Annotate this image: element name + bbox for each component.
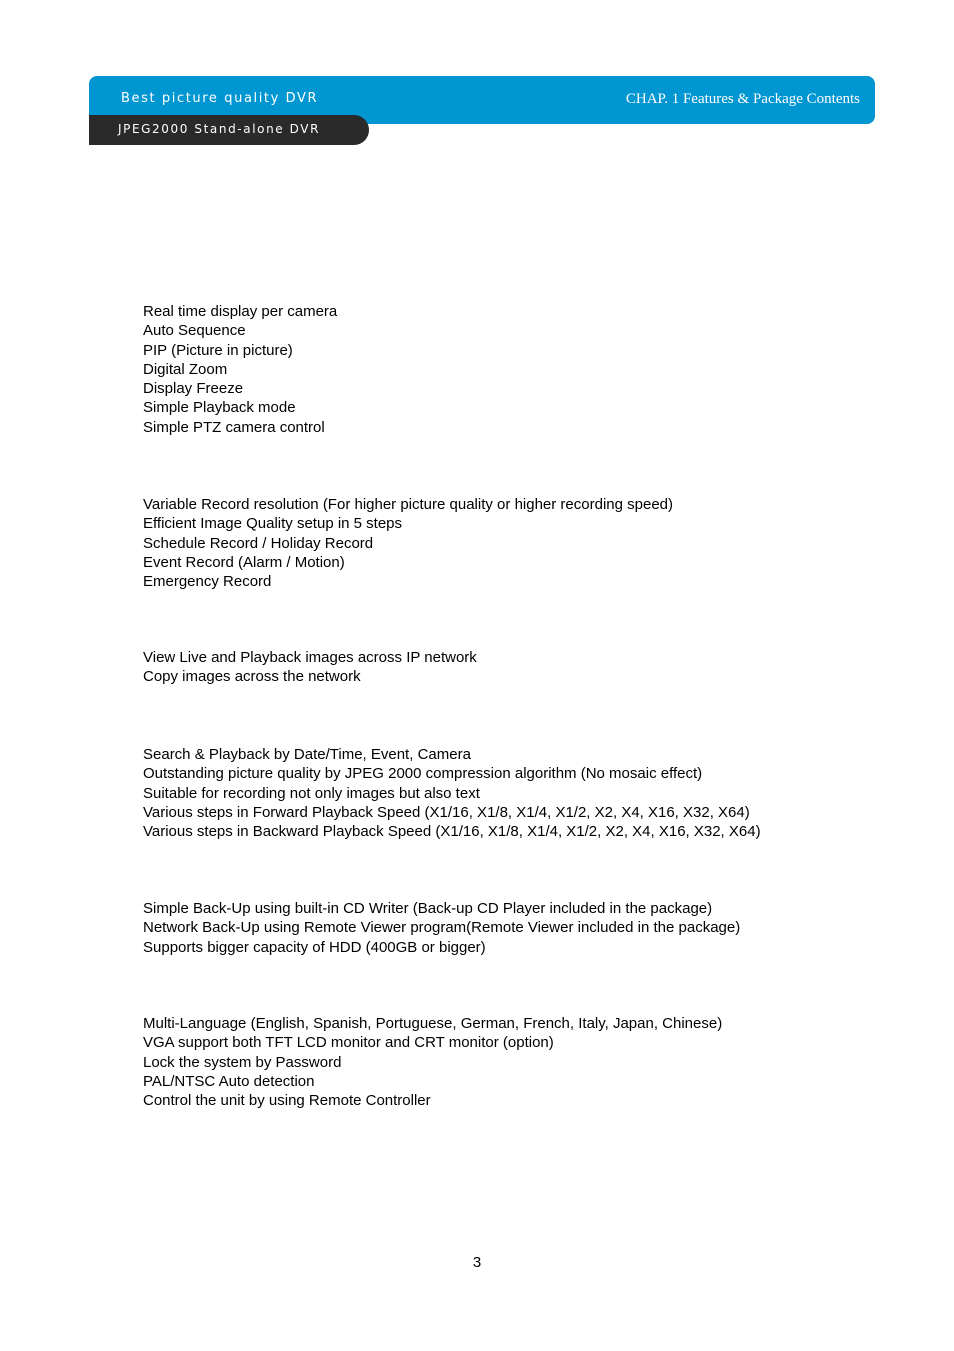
feature-item: Emergency Record — [143, 573, 272, 591]
feature-item: Copy images across the network — [143, 668, 361, 686]
feature-item: PIP (Picture in picture) — [143, 341, 293, 359]
page-number: 3 — [472, 1254, 482, 1271]
feature-item: Control the unit by using Remote Controller — [143, 1092, 431, 1110]
feature-item: Various steps in Forward Playback Speed (X1/16, X1/8, X1/4, X1/2, X2, X4, X16, X32, X64) — [143, 803, 750, 821]
feature-item: Efficient Image Quality setup in 5 steps — [143, 515, 403, 533]
brand-tagline: Best picture quality DVR — [121, 91, 319, 106]
feature-item: Network Back-Up using Remote Viewer program(Remote Viewer included in the package) — [143, 919, 741, 937]
feature-item: Simple PTZ camera control — [143, 418, 325, 436]
feature-item: Auto Sequence — [143, 322, 246, 340]
feature-item: VGA support both TFT LCD monitor and CRT monitor (option) — [143, 1034, 554, 1052]
feature-list-network — [143, 648, 477, 687]
feature-item: Display Freeze — [143, 380, 244, 398]
feature-item: Simple Playback mode — [143, 399, 296, 417]
feature-item: Multi-Language (English, Spanish, Portuguese, German, French, Italy, Japan, Chinese) — [143, 1015, 723, 1032]
feature-item: PAL/NTSC Auto detection — [143, 1072, 315, 1090]
feature-item: Lock the system by Password — [143, 1053, 342, 1071]
feature-item: Schedule Record / Holiday Record — [143, 534, 374, 552]
feature-list-playback — [143, 745, 761, 841]
feature-list-display — [143, 302, 337, 437]
feature-item: Suitable for recording not only images but also text — [143, 784, 480, 802]
chapter-title: CHAP. 1 Features & Package Contents — [625, 91, 860, 107]
feature-item: Outstanding picture quality by JPEG 2000 compression algorithm (No mosaic effect) — [143, 765, 703, 783]
product-subtitle: JPEG2000 Stand-alone DVR — [118, 122, 321, 136]
feature-item: Real time display per camera — [143, 303, 338, 320]
feature-item: Variable Record resolution (For higher picture quality or higher recording speed) — [143, 496, 673, 513]
feature-list-backup — [143, 899, 740, 957]
feature-item: Digital Zoom — [143, 360, 228, 378]
feature-list-record — [143, 495, 673, 591]
feature-list-misc — [143, 1014, 722, 1110]
feature-item: Event Record (Alarm / Motion) — [143, 553, 345, 571]
feature-item: Various steps in Backward Playback Speed (X1/16, X1/8, X1/4, X1/2, X2, X4, X16, X32, X64) — [143, 823, 761, 841]
feature-item: Simple Back-Up using built-in CD Writer (Back-up CD Player included in the package) — [143, 900, 713, 917]
feature-item: Supports bigger capacity of HDD (400GB or bigger) — [143, 938, 486, 956]
feature-item: View Live and Playback images across IP network — [143, 649, 477, 666]
feature-item: Search & Playback by Date/Time, Event, Camera — [143, 746, 471, 763]
